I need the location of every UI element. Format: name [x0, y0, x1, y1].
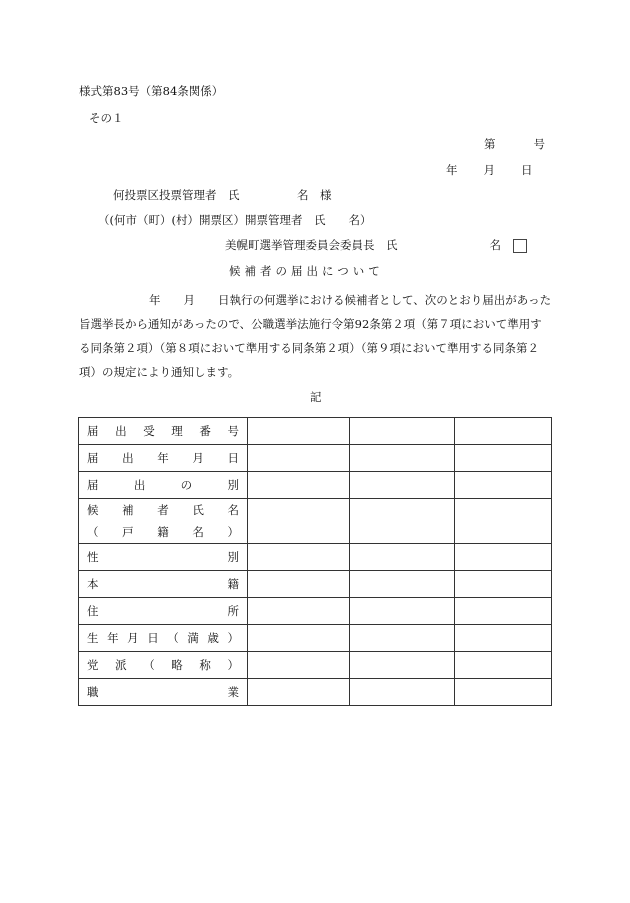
table-row: [79, 598, 552, 625]
entry-cell[interactable]: [350, 652, 455, 679]
label-char: 者: [157, 503, 169, 517]
label-char: 所: [227, 604, 239, 618]
label-char: ）: [227, 658, 239, 672]
label-char: 名: [192, 525, 204, 539]
entry-cell[interactable]: [350, 625, 455, 652]
row-label: [79, 571, 248, 598]
notification-table: [78, 417, 552, 706]
table-row: [79, 418, 552, 445]
entry-cell[interactable]: [248, 445, 350, 472]
entry-cell[interactable]: [455, 445, 552, 472]
table-row: [79, 652, 552, 679]
entry-cell[interactable]: [248, 499, 350, 544]
body-text: 年 月 日執行の何選挙における候補者として、次のとおり届出があった旨選挙長から通知があったので、公職選挙法施行令第92条第２項（第７項において準用する同条第２項）（第８項において準用する同条第２項）（第９項において準用する同条第２項）の規定により通知します。: [79, 293, 552, 379]
label-char: 生: [87, 631, 99, 645]
entry-cell[interactable]: [248, 472, 350, 499]
label-char: 別: [227, 550, 239, 564]
label-char: 日: [227, 451, 239, 465]
label-char: 称: [199, 658, 211, 672]
row-label: [79, 418, 248, 445]
row-label: [79, 445, 248, 472]
table-row: [79, 544, 552, 571]
entry-cell[interactable]: [248, 598, 350, 625]
seal-mark: [513, 239, 527, 253]
entry-cell[interactable]: [248, 544, 350, 571]
label-char: 籍: [157, 525, 169, 539]
entry-cell[interactable]: [350, 418, 455, 445]
label-char: 月: [127, 631, 139, 645]
entry-cell[interactable]: [248, 418, 350, 445]
entry-cell[interactable]: [455, 652, 552, 679]
entry-cell[interactable]: [248, 625, 350, 652]
entry-cell[interactable]: [455, 598, 552, 625]
label-char: 住: [87, 604, 99, 618]
entry-cell[interactable]: [248, 571, 350, 598]
label-char: （: [87, 525, 99, 539]
label-char: 満: [187, 631, 199, 645]
label-char: 補: [122, 503, 134, 517]
entry-cell[interactable]: [455, 544, 552, 571]
label-char: 業: [227, 685, 239, 699]
label-char: 届: [87, 451, 99, 465]
label-char: 名: [227, 503, 239, 517]
sender: [225, 237, 527, 253]
issue-date: [446, 162, 533, 178]
table-row: [79, 472, 552, 499]
entry-cell[interactable]: [350, 472, 455, 499]
label-char: 出: [122, 451, 134, 465]
form-number: 様式第83号（第84条関係）: [79, 84, 224, 98]
label-char: 氏: [192, 503, 204, 517]
row-label: [79, 598, 248, 625]
entry-cell[interactable]: [455, 499, 552, 544]
entry-cell[interactable]: [248, 679, 350, 706]
label-char: 派: [115, 658, 127, 672]
label-char: （: [167, 631, 179, 645]
label-char: 年: [157, 451, 169, 465]
document-number: [484, 136, 545, 152]
label-char: 受: [143, 424, 155, 438]
label-char: ）: [227, 631, 239, 645]
label-char: 月: [192, 451, 204, 465]
row-label: [79, 679, 248, 706]
document-title: 候補者の届出について: [229, 264, 384, 278]
entry-cell[interactable]: [350, 598, 455, 625]
date-month: 月: [483, 163, 495, 177]
entry-cell[interactable]: [455, 418, 552, 445]
label-char: 候: [87, 503, 99, 517]
label-char: 届: [87, 424, 99, 438]
row-label: [79, 652, 248, 679]
label-char: 性: [87, 550, 99, 564]
label-char: の: [180, 478, 193, 492]
label-char: 年: [107, 631, 119, 645]
label-char: 出: [115, 424, 127, 438]
entry-cell[interactable]: [350, 544, 455, 571]
label-char: 出: [133, 478, 146, 492]
label-char: 職: [87, 685, 99, 699]
label-char: 本: [87, 577, 99, 591]
entry-cell[interactable]: [455, 571, 552, 598]
entry-cell[interactable]: [455, 472, 552, 499]
label-char: 届: [87, 478, 99, 492]
label-char: 号: [227, 424, 239, 438]
label-char: 籍: [227, 577, 239, 591]
entry-cell[interactable]: [350, 571, 455, 598]
label-char: （: [143, 658, 155, 672]
entry-cell[interactable]: [350, 499, 455, 544]
entry-cell[interactable]: [350, 679, 455, 706]
label-char: 番: [199, 424, 211, 438]
doc-number-suffix: 号: [533, 137, 545, 151]
table-row: [79, 625, 552, 652]
entry-cell[interactable]: [350, 445, 455, 472]
label-char: 党: [87, 658, 99, 672]
table-row: [79, 679, 552, 706]
addressee-counting-manager: （(何市（町）(村）開票区）開票管理者 氏 名）: [98, 213, 372, 227]
label-char: 歳: [207, 631, 219, 645]
date-day: 日: [521, 163, 533, 177]
label-char: 別: [227, 478, 239, 492]
table-row: [79, 445, 552, 472]
addressee-voting-manager: 何投票区投票管理者 氏 名 様: [113, 188, 332, 202]
date-year: 年: [446, 163, 458, 177]
body-paragraph: [79, 288, 553, 384]
entry-cell[interactable]: [248, 652, 350, 679]
label-char: 理: [171, 424, 183, 438]
row-label: [79, 499, 248, 544]
row-label: [79, 472, 248, 499]
entry-cell[interactable]: [455, 679, 552, 706]
doc-number-label: 第: [484, 137, 496, 151]
sub-number: その１: [89, 111, 124, 125]
table-row: [79, 499, 552, 544]
label-char: 略: [171, 658, 183, 672]
label-char: 日: [147, 631, 159, 645]
entry-cell[interactable]: [455, 625, 552, 652]
row-label: [79, 544, 248, 571]
sender-text: 美幌町選挙管理委員会委員長 氏 名: [225, 238, 513, 252]
table-row: [79, 571, 552, 598]
label-char: 戸: [122, 525, 134, 539]
label-char: ）: [227, 525, 239, 539]
row-label: [79, 625, 248, 652]
ki-marker: 記: [310, 390, 322, 404]
